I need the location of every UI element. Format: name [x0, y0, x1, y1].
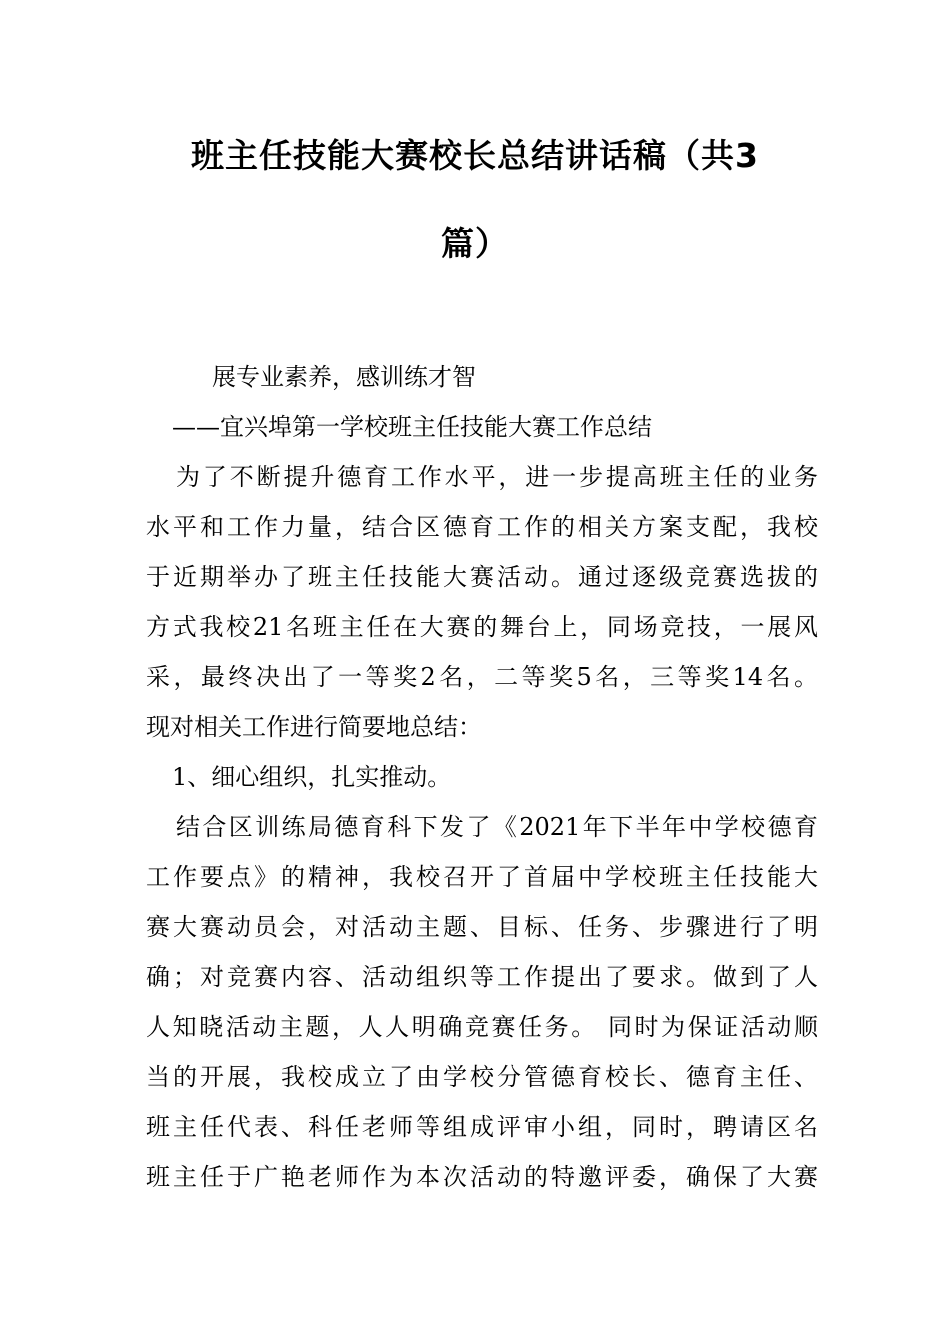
paragraph-line: 现对相关工作进行简要地总结： — [146, 713, 482, 741]
subtitle-line: 展专业素养，感训练才智 — [212, 363, 476, 391]
paragraph-line: 人知晓活动主题，人人明确竞赛任务。 同时为保证活动顺 — [146, 1013, 818, 1041]
paragraph-line: 水平和工作力量，结合区德育工作的相关方案支配，我校 — [146, 513, 818, 541]
paragraph-line: 赛大赛动员会，对活动主题、目标、任务、步骤进行了明 — [146, 913, 818, 941]
byline: ——宜兴埠第一学校班主任技能大赛工作总结 — [172, 413, 652, 441]
paragraph-line: 班主任代表、科任老师等组成评审小组，同时，聘请区名 — [146, 1113, 818, 1141]
paragraph-line: 工作要点》的精神，我校召开了首届中学校班主任技能大 — [146, 863, 818, 891]
document-title-line-2: 篇） — [441, 224, 509, 263]
section-heading: 1、细心组织，扎实推动。 — [172, 763, 452, 791]
paragraph-line: 确；对竞赛内容、活动组织等工作提出了要求。做到了人 — [146, 963, 818, 991]
paragraph-line: 方式我校21名班主任在大赛的舞台上，同场竞技，一展风 — [146, 613, 818, 641]
paragraph-line: 采，最终决出了一等奖2名，二等奖5名，三等奖14名。 — [146, 663, 818, 691]
document-body — [146, 352, 818, 1202]
paragraph-line: 结合区训练局德育科下发了《2021年下半年中学校德育 — [176, 813, 818, 841]
paragraph-line: 为了不断提升德育工作水平，进一步提高班主任的业务 — [176, 463, 818, 491]
paragraph-line: 当的开展，我校成立了由学校分管德育校长、德育主任、 — [146, 1063, 818, 1091]
paragraph-line: 于近期举办了班主任技能大赛活动。通过逐级竞赛选拔的 — [146, 563, 818, 591]
paragraph-line: 班主任于广艳老师作为本次活动的特邀评委，确保了大赛 — [146, 1163, 818, 1191]
document-title-line-1: 班主任技能大赛校长总结讲话稿（共3 — [191, 136, 759, 175]
